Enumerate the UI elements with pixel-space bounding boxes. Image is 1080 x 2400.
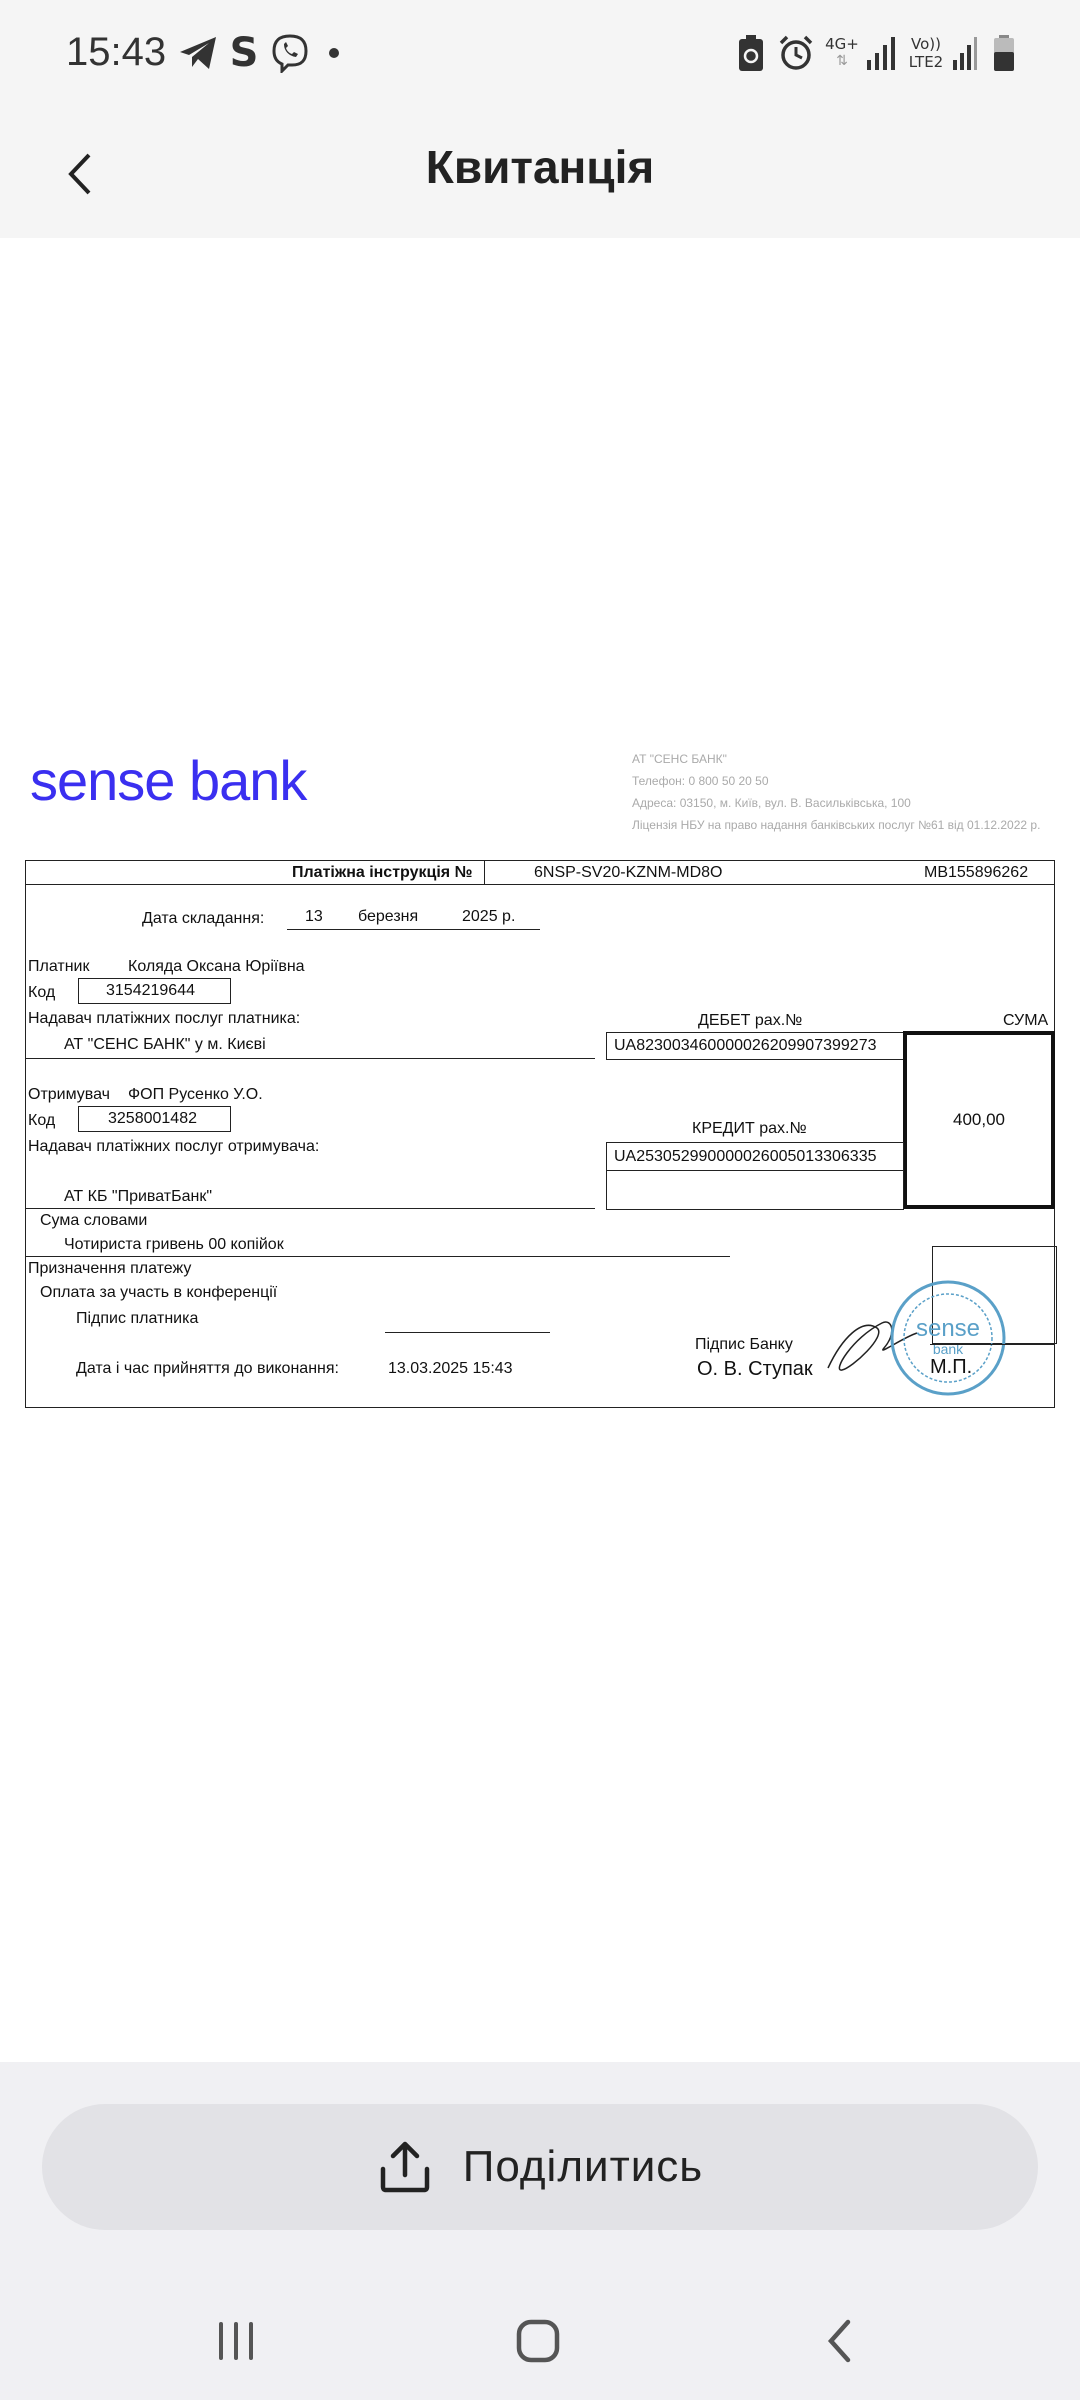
stamp-text: sense [915,1315,981,1342]
payer-name: Коляда Оксана Юріївна [128,958,305,975]
bank-info-line: Телефон: 0 800 50 20 50 [632,774,769,788]
bank-logo: sense bank [30,749,307,812]
status-time: 15:43 [66,30,167,74]
divider [484,860,485,884]
divider [783,860,1055,861]
purpose-label: Призначення платежу [28,1260,192,1277]
divider [25,884,1055,885]
bank-signature-label: Підпис Банку [695,1336,793,1353]
credit-account: UA253052990000026005013306335 [614,1148,877,1165]
signal2-icon [950,28,980,78]
recipient-label: Отримувач [28,1086,110,1103]
s-app-icon: S [229,30,259,76]
back-icon[interactable] [780,2296,900,2386]
receipt-document [0,738,1080,1658]
date-label: Дата складання: [142,910,265,927]
share-button-label: Поділитись [462,2142,704,2191]
stamp-place: М.П. [930,1356,973,1378]
date-day: 13 [305,908,323,925]
bank-info-line: АТ "СЕНС БАНК" [632,752,727,766]
app-header [0,110,1080,238]
stamp-sub: bank [932,1341,964,1357]
accepted-label: Дата і час прийняття до виконання: [76,1360,339,1377]
divider [930,1344,1055,1345]
telegram-icon [176,28,220,78]
alarm-icon [776,28,816,78]
volte-icon [904,28,948,78]
divider [606,1170,904,1171]
bank-signatory: О. В. Ступак [697,1358,813,1380]
bottom-area [0,2062,1080,2400]
instruction-number: 6NSP-SV20-KZNM-MD8O [534,864,723,881]
network-4g-label: 4G+ [825,35,859,53]
recipient-code: 3258001482 [108,1110,197,1127]
signal-icon [864,28,900,78]
debit-account: UA823003460000026209907399273 [614,1037,877,1054]
date-underline [287,929,540,930]
payer-provider-label: Надавач платіжних послуг платника: [28,1010,301,1027]
network-4g-icon: 4G+ ⇅ [825,35,859,69]
instruction-label: Платіжна інструкція № [292,864,473,881]
accepted-datetime: 13.03.2025 15:43 [388,1360,513,1377]
share-button[interactable] [42,2104,1038,2230]
date-year: 2025 р. [462,908,516,925]
system-nav-bar [0,2282,1080,2400]
lte-label: LTE2 [908,53,944,71]
page-title: Квитанція [425,141,655,193]
payer-code: 3154219644 [106,982,195,999]
battery-saver-icon [736,28,766,78]
divider [25,1058,595,1059]
home-icon[interactable] [478,2296,598,2386]
purpose: Оплата за участь в конференції [40,1284,278,1301]
reference-number: MB155896262 [924,864,1029,881]
amount: 400,00 [953,1110,1005,1129]
receipt-viewer[interactable] [0,238,1080,2062]
battery-icon [990,28,1018,78]
payer-bank: АТ "СЕНС БАНК" у м. Києві [64,1036,266,1053]
dot-icon [322,28,346,78]
payer-code-label: Код [28,984,56,1001]
share-icon [377,2139,433,2195]
bank-info [632,748,1040,836]
date-month: березня [358,908,419,925]
sum-words-label: Сума словами [40,1212,148,1229]
bank-info-line: Адреса: 03150, м. Київ, вул. В. Васильківська, 100 [632,796,911,810]
recipient-provider-label: Надавач платіжних послуг отримувача: [28,1138,320,1155]
sum-label: СУМА [1003,1012,1049,1029]
divider [25,1256,730,1257]
debit-label: ДЕБЕТ рах.№ [698,1012,803,1029]
sum-words: Чотириста гривень 00 копійок [64,1236,284,1253]
bank-info-line: Ліцензія НБУ на право надання банківських послуг №61 від 01.12.2022 р. [632,818,1041,832]
recipient-name: ФОП Русенко У.О. [128,1086,263,1103]
credit-label: КРЕДИТ рах.№ [692,1120,807,1137]
amount-box [903,1031,1055,1209]
recipient-code-label: Код [28,1112,56,1129]
viber-icon [268,28,312,78]
payer-signature-line [385,1332,550,1333]
status-bar [0,0,1080,110]
bank-stamp [888,1278,1008,1398]
recent-apps-icon[interactable] [176,2296,296,2386]
payer-label: Платник [28,958,90,975]
divider [25,1208,595,1209]
volte-label: Vo)) [911,35,941,53]
recipient-bank: АТ КБ "ПриватБанк" [64,1188,213,1205]
payer-signature-label: Підпис платника [76,1310,199,1327]
